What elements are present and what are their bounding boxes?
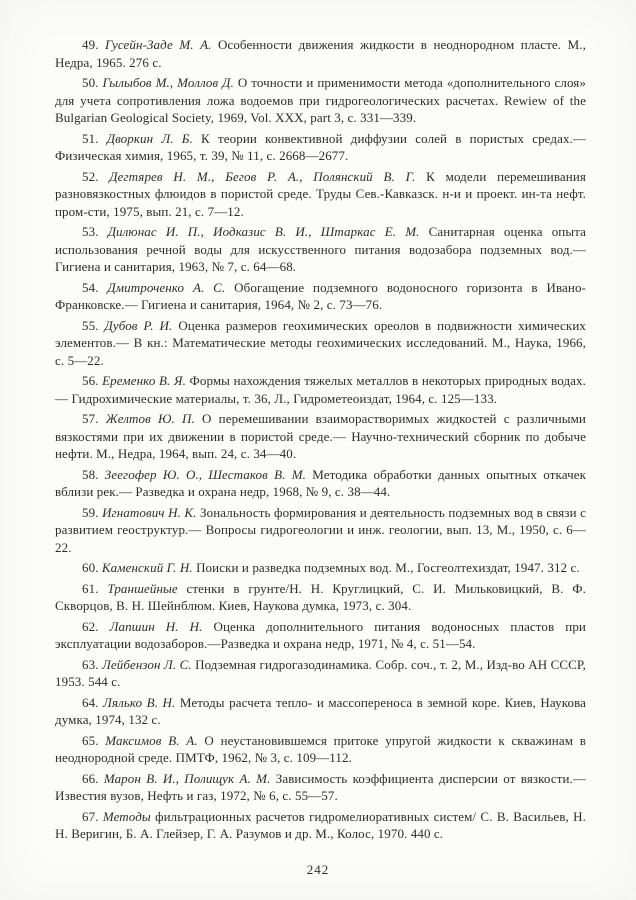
entry-text: стенки в грунте/Н. Н. Круглицкий, С. И. Мильковицкий, В. Ф. Скворцов, В. Н. Шейнблюм. Киев, Наукова думка, 1973, с. 304. <box>55 580 586 613</box>
entry-text: К теории конвективной диффузии солей в пористых средах.—Физическая химия, 1965, т. 39, № 11, с. 2668—2677. <box>55 130 587 163</box>
bibliography-entry <box>55 770 586 805</box>
entry-author: Лапшин Н. Н. <box>109 618 203 634</box>
bibliography-entry <box>55 732 586 767</box>
bibliography-entry <box>55 580 586 615</box>
entry-author: Методы <box>102 808 151 824</box>
entry-author: Зеегофер Ю. О., Шестаков В. М. <box>104 466 307 482</box>
entry-author: Лялько В. Н. <box>103 694 176 710</box>
entry-author: Дегтярев Н. М., Бегов Р. А., Полянский В. Г. <box>109 168 416 184</box>
entry-text: Санитарная оценка опыта использования речной воды для искусственного питания водозабора подземных вод.— Гигиена и санитария, 1963, № 7, с. 64—68. <box>55 224 587 274</box>
entry-author: Гусейн-Заде М. А. <box>105 37 212 52</box>
entry-number: 55. <box>82 317 105 333</box>
bibliography-entry <box>55 168 586 221</box>
entry-text: О неустановившемся притоке упругой жидкости к скважинам в неоднородной среде. ПМТФ, 1962, № 3, с. 109—112. <box>55 732 586 765</box>
entry-number: 54. <box>82 279 108 295</box>
entry-text: Подземная гидрогазодинамика. Собр. соч., т. 2, М., Изд-во АН СССР, 1953. 544 с. <box>55 656 586 689</box>
bibliography-entry <box>55 504 586 557</box>
entry-author: Марон В. И., Полищук А. М. <box>103 770 271 786</box>
entry-author: Дворкин Л. Б. <box>106 130 193 146</box>
bibliography-entry <box>55 808 586 843</box>
entry-number: 65. <box>82 732 106 748</box>
entry-number: 62. <box>82 618 110 634</box>
entry-number: 53. <box>82 224 108 239</box>
entry-number: 52. <box>82 168 110 184</box>
entry-text: Особенности движения жидкости в неоднородном пласте. М., Недра, 1965. 276 с. <box>55 37 586 70</box>
bibliography-entry <box>55 130 586 165</box>
entry-author: Максимов В. А. <box>105 732 198 748</box>
entry-author: Гылыбов М., Моллов Д. <box>102 75 234 90</box>
entry-number: 57. <box>82 411 106 426</box>
entry-text: Зависимость коэффициента дисперсии от вязкости.— Известия вузов, Нефть и газ, 1972, № 6, с. 55—57. <box>55 770 586 803</box>
entry-number: 66. <box>82 770 104 786</box>
entry-text: Оценка размеров геохимических ореолов в подвижности химических элементов.— В кн.: Математические методы геохимических исследований. М., Наука, 1966, с. 5—22. <box>55 317 586 368</box>
entry-author: Лейбензон Л. С. <box>101 656 192 672</box>
entry-author: Желтов Ю. П. <box>105 411 195 426</box>
bibliography-entry <box>55 656 586 691</box>
bibliography-entry <box>55 618 586 653</box>
entry-number: 59. <box>82 504 103 520</box>
bibliography-entry <box>55 223 586 276</box>
entry-text: Поиски и разведка подземных вод. М., Госгеолтехиздат, 1947. 312 с. <box>192 560 580 575</box>
bibliography-entry <box>55 279 586 314</box>
entry-author: Траншейные <box>107 580 178 596</box>
entry-text: Обогащение подземного водоносного горизонта в Ивано-Франковске.— Гигиена и санитария, 1964, № 2, с. 73—76. <box>55 279 586 312</box>
entry-number: 49. <box>82 37 106 52</box>
entry-text: Методы расчета тепло- и массопереноса в земной коре. Киев, Наукова думка, 1974, 132 с. <box>55 694 587 727</box>
entry-number: 51. <box>82 130 107 146</box>
bibliography-entry <box>55 36 586 71</box>
entry-author: Еременко В. Я. <box>102 373 186 388</box>
bibliography-entry <box>55 372 586 407</box>
bibliography-entry <box>55 559 586 577</box>
entry-text: Зональность формирования и деятельность подземных вод в связи с развитием геоструктур.— Вопросы гидрогеологии и инж. геологии, вып. 13, М., 1950, с. 6—22. <box>55 504 587 555</box>
bibliography-entry <box>55 694 586 729</box>
entry-number: 58. <box>82 466 105 482</box>
entry-author: Дмитроченко А. С. <box>107 279 226 295</box>
entry-author: Дубов Р. И. <box>104 317 173 333</box>
bibliography-entry <box>55 410 586 463</box>
entry-text: О перемешивании взаиморастворимых жидкостей с различными вязкостями при их движении в пористой среде.— Научно-технический сборник по добыче нефти. М., Недра, 1964, вып. 24, с. 34—40. <box>55 411 586 461</box>
bibliography-entry <box>55 74 586 127</box>
entry-text: Методика обработки данных опытных откачек вблизи рек.— Разведка и охрана недр, 1968, № 9, с. 38—44. <box>55 466 586 499</box>
entry-number: 60. <box>82 560 102 575</box>
bibliography-list <box>55 36 586 843</box>
entry-number: 64. <box>82 694 104 710</box>
entry-number: 63. <box>82 656 102 672</box>
entry-text: фильтрационных расчетов гидромелиоративных систем/ С. В. Васильев, Н. Н. Веригин, Б. А. Глейзер, Г. А. Разумов и др. М., Колос, 1970. 440 с. <box>55 808 586 841</box>
bibliography-entry <box>55 317 586 370</box>
entry-author: Каменский Г. Н. <box>101 560 193 575</box>
bibliography-entry <box>55 466 586 501</box>
entry-text: Оценка дополнительного питания водоносных пластов при эксплуатации водозаборов.—Разведка и охрана недр, 1971, № 4, с. 51—54. <box>55 618 586 651</box>
entry-number: 67. <box>82 808 103 824</box>
entry-number: 50. <box>82 75 103 90</box>
entry-text: Формы нахождения тяжелых металлов в некоторых природных водах.— Гидрохимические материалы, т. 36, Л., Гидрометеоиздат, 1964, с. 125—133. <box>55 373 586 406</box>
page-number: 242 <box>306 862 330 877</box>
entry-number: 61. <box>82 580 108 596</box>
entry-number: 56. <box>82 373 103 388</box>
entry-author: Игнатович Н. К. <box>102 504 197 520</box>
entry-text: К модели перемешивания разновязкостных флюидов в пористой среде. Труды Сев.-Кавказск. н-и и проект. ин-та нефт. пром-сти, 1975, вып. 21, с. 7—12. <box>55 168 586 219</box>
entry-author: Дилюнас И. П., Иодказис В. И., Штаркас Е. М. <box>107 224 420 239</box>
entry-text: О точности и применимости метода «дополнительного слоя» для учета сопротивления ложа водоемов при гидрогеологических расчетах. Rewiew of the Bulgarian Geological Society, 1969, Vol. XXX, part 3, с. 331—339. <box>55 75 586 125</box>
